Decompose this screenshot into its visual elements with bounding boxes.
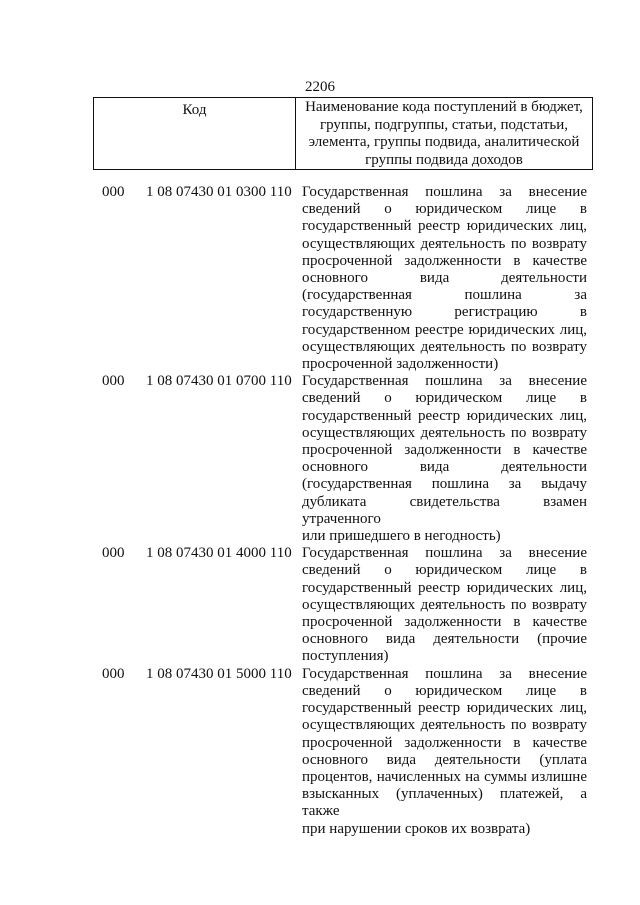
description-line: сведений о юридическом лице в xyxy=(302,390,587,407)
table-row xyxy=(0,184,640,373)
header-name-column: Наименование кода поступлений в бюджет, группы, подгруппы, статьи, подстатьи, элемента, группы подвида, аналитической группы подвида доходов xyxy=(305,99,583,168)
row-revenue-code: 1 08 07430 01 4000 110 xyxy=(146,545,292,562)
row-revenue-code: 1 08 07430 01 5000 110 xyxy=(146,665,292,682)
description-line: сведений о юридическом лице в xyxy=(302,682,587,699)
description-line: основного вида деятельности (прочие xyxy=(302,631,587,648)
row-admin-code: 000 xyxy=(102,373,125,390)
description-line: поступления) xyxy=(302,648,389,665)
description-line: государственном реестре юридических лиц, xyxy=(302,321,587,338)
description-line: (государственная пошлина за выдачу xyxy=(302,476,587,493)
description-line: Государственная пошлина за внесение xyxy=(302,665,587,682)
description-line: осуществляющих деятельность по возврату xyxy=(302,596,587,613)
description-line: государственную регистрацию в xyxy=(302,304,587,321)
description-line: или пришедшего в негодность) xyxy=(302,528,501,545)
row-revenue-code: 1 08 07430 01 0300 110 xyxy=(146,184,292,200)
description-line: осуществляющих деятельность по возврату xyxy=(302,717,587,734)
revenue-code-list xyxy=(0,184,640,838)
row-description xyxy=(302,666,587,838)
description-line: государственный реестр юридических лиц, xyxy=(302,700,587,717)
page-number: 2206 xyxy=(305,79,335,95)
description-line: государственный реестр юридических лиц, xyxy=(302,407,587,424)
description-line: сведений о юридическом лице в xyxy=(302,562,587,579)
description-line: основного вида деятельности (уплата xyxy=(302,751,587,768)
table-header xyxy=(93,97,593,170)
header-code-column: Код xyxy=(94,98,296,169)
description-line: осуществляющих деятельность по возврату xyxy=(302,338,587,355)
description-line: просроченной задолженности в качестве xyxy=(302,734,587,751)
description-line: государственный реестр юридических лиц, xyxy=(302,579,587,596)
row-revenue-code: 1 08 07430 01 0700 110 xyxy=(146,373,292,390)
description-line: Государственная пошлина за внесение xyxy=(302,184,587,200)
description-line: просроченной задолженности в качестве xyxy=(302,252,587,269)
description-line: основного вида деятельности xyxy=(302,270,587,287)
description-line: Государственная пошлина за внесение xyxy=(302,545,587,562)
description-line: просроченной задолженности) xyxy=(302,356,499,373)
description-line: государственный реестр юридических лиц, xyxy=(302,218,587,235)
description-line: дубликата свидетельства взамен утраченного xyxy=(302,493,587,527)
row-description xyxy=(302,545,587,665)
description-line: осуществляющих деятельность по возврату xyxy=(302,424,587,441)
row-description xyxy=(302,373,587,545)
description-line: взысканных (уплаченных) платежей, а также xyxy=(302,786,587,820)
description-line: Государственная пошлина за внесение xyxy=(302,373,587,390)
row-admin-code: 000 xyxy=(102,184,125,200)
description-line: просроченной задолженности в качестве xyxy=(302,614,587,631)
description-line: (государственная пошлина за xyxy=(302,287,587,304)
table-row xyxy=(0,373,640,545)
table-row xyxy=(0,666,640,838)
row-description xyxy=(302,184,587,373)
table-row xyxy=(0,545,640,665)
description-line: просроченной задолженности в качестве xyxy=(302,442,587,459)
description-line: сведений о юридическом лице в xyxy=(302,201,587,218)
row-admin-code: 000 xyxy=(102,545,125,562)
row-admin-code: 000 xyxy=(102,665,125,682)
description-line: основного вида деятельности xyxy=(302,459,587,476)
description-line: осуществляющих деятельность по возврату xyxy=(302,235,587,252)
description-line: процентов, начисленных на суммы излишне xyxy=(302,768,587,785)
description-line: при нарушении сроков их возврата) xyxy=(302,820,531,837)
